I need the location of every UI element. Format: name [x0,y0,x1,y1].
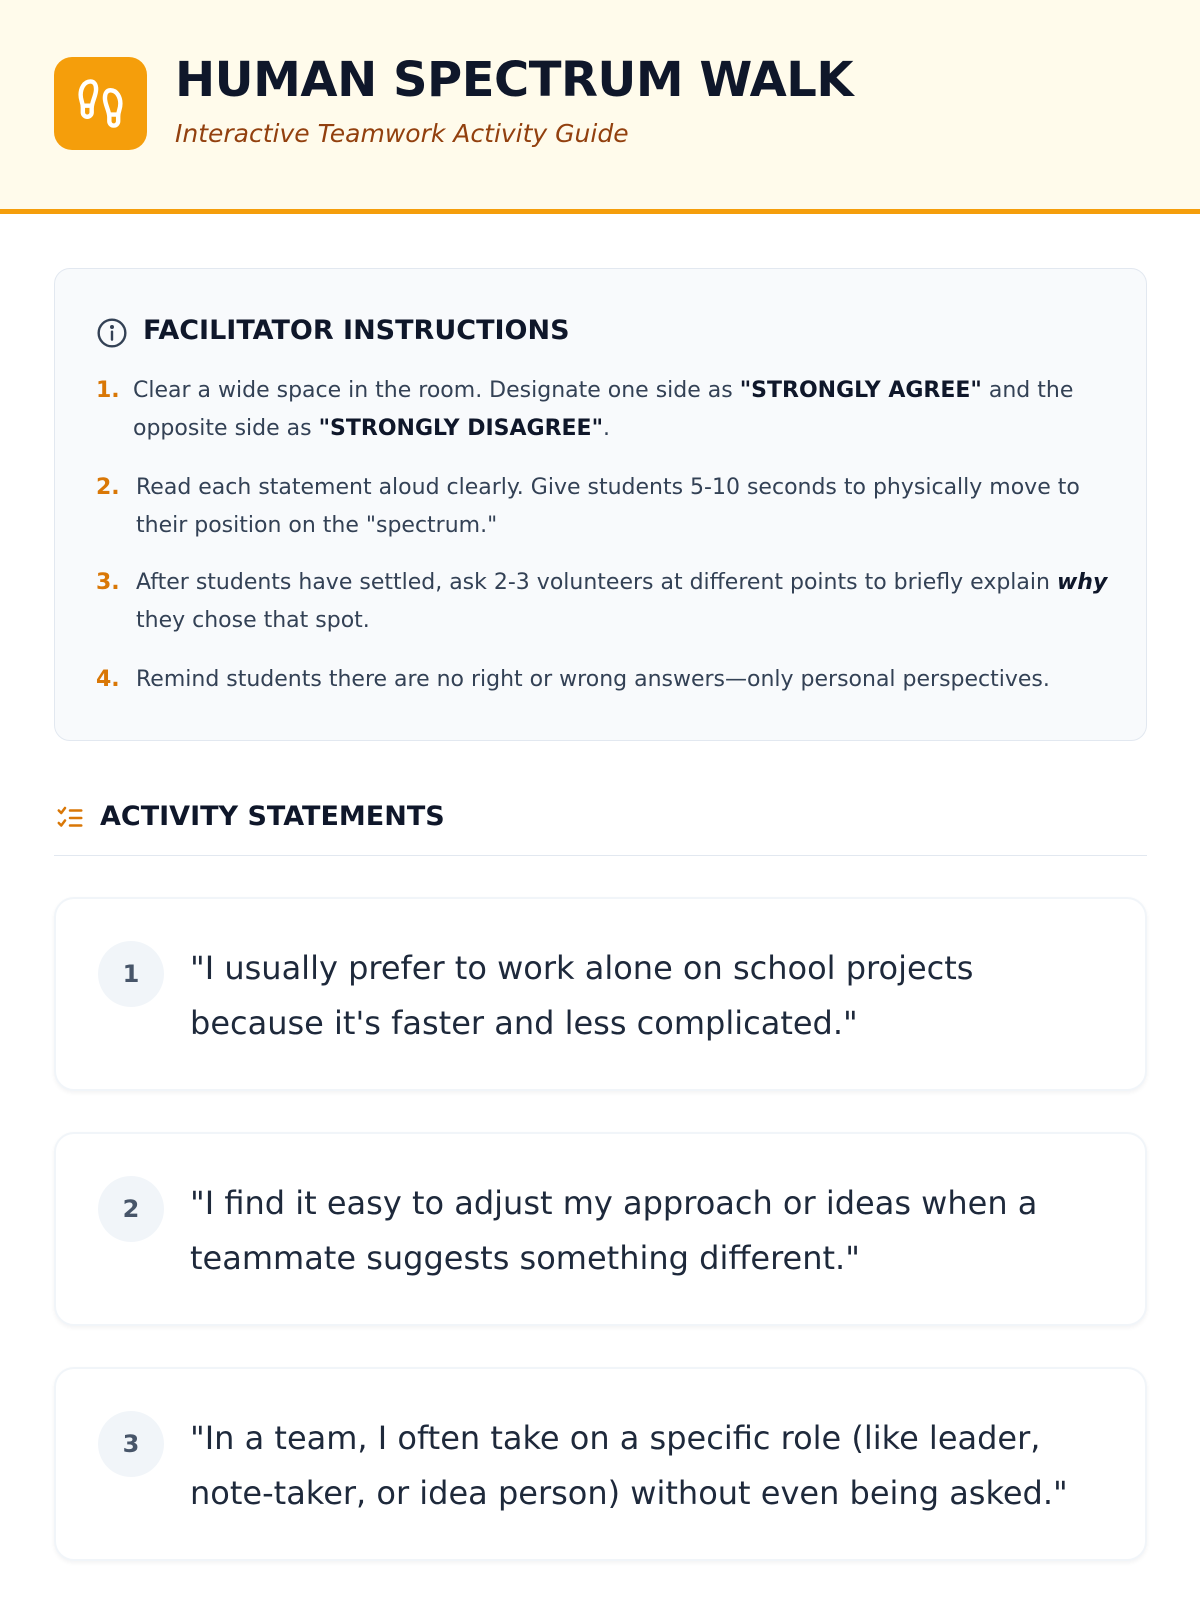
instruction-number: 1. [96,378,120,403]
instruction-text: Remind students there are no right or wrong answers—only personal perspectives. [136,667,1050,692]
statement-number: 2 [98,1176,164,1242]
facilitator-instructions-card [54,268,1147,741]
instruction-text: After students have settled, ask 2-3 volunteers at different points to briefly explain why they chose that spot. [136,570,1108,633]
statement-card [54,1132,1147,1326]
checklist-icon [55,803,85,833]
page-header [0,0,1200,214]
instruction-text: Clear a wide space in the room. Designate one side as "STRONGLY AGREE" and the opposite side as "STRONGLY DISAGREE". [133,378,1074,441]
statement-text: "I usually prefer to work alone on school projects because it's faster and less complicated." [190,949,974,1042]
divider [54,855,1147,856]
instruction-number: 3. [96,570,120,595]
statements-title: ACTIVITY STATEMENTS [100,801,445,832]
statement-card [54,1367,1147,1561]
statement-number: 3 [98,1411,164,1477]
page-subtitle: Interactive Teamwork Activity Guide [175,119,629,148]
footprints-icon [74,77,127,130]
logo [54,57,147,150]
statement-text: "In a team, I often take on a specific role (like leader, note-taker, or idea person) without even being asked." [190,1419,1068,1512]
instruction-text: Read each statement aloud clearly. Give students 5-10 seconds to physically move to their position on the "spectrum." [136,475,1080,538]
instruction-number: 2. [96,475,120,500]
info-icon [96,317,128,349]
statement-number: 1 [98,941,164,1007]
instructions-title: FACILITATOR INSTRUCTIONS [143,315,570,346]
statement-text: "I find it easy to adjust my approach or ideas when a teammate suggests something different." [190,1184,1038,1277]
instruction-number: 4. [96,667,120,692]
page-title: HUMAN SPECTRUM WALK [175,52,854,108]
statement-card [54,897,1147,1091]
